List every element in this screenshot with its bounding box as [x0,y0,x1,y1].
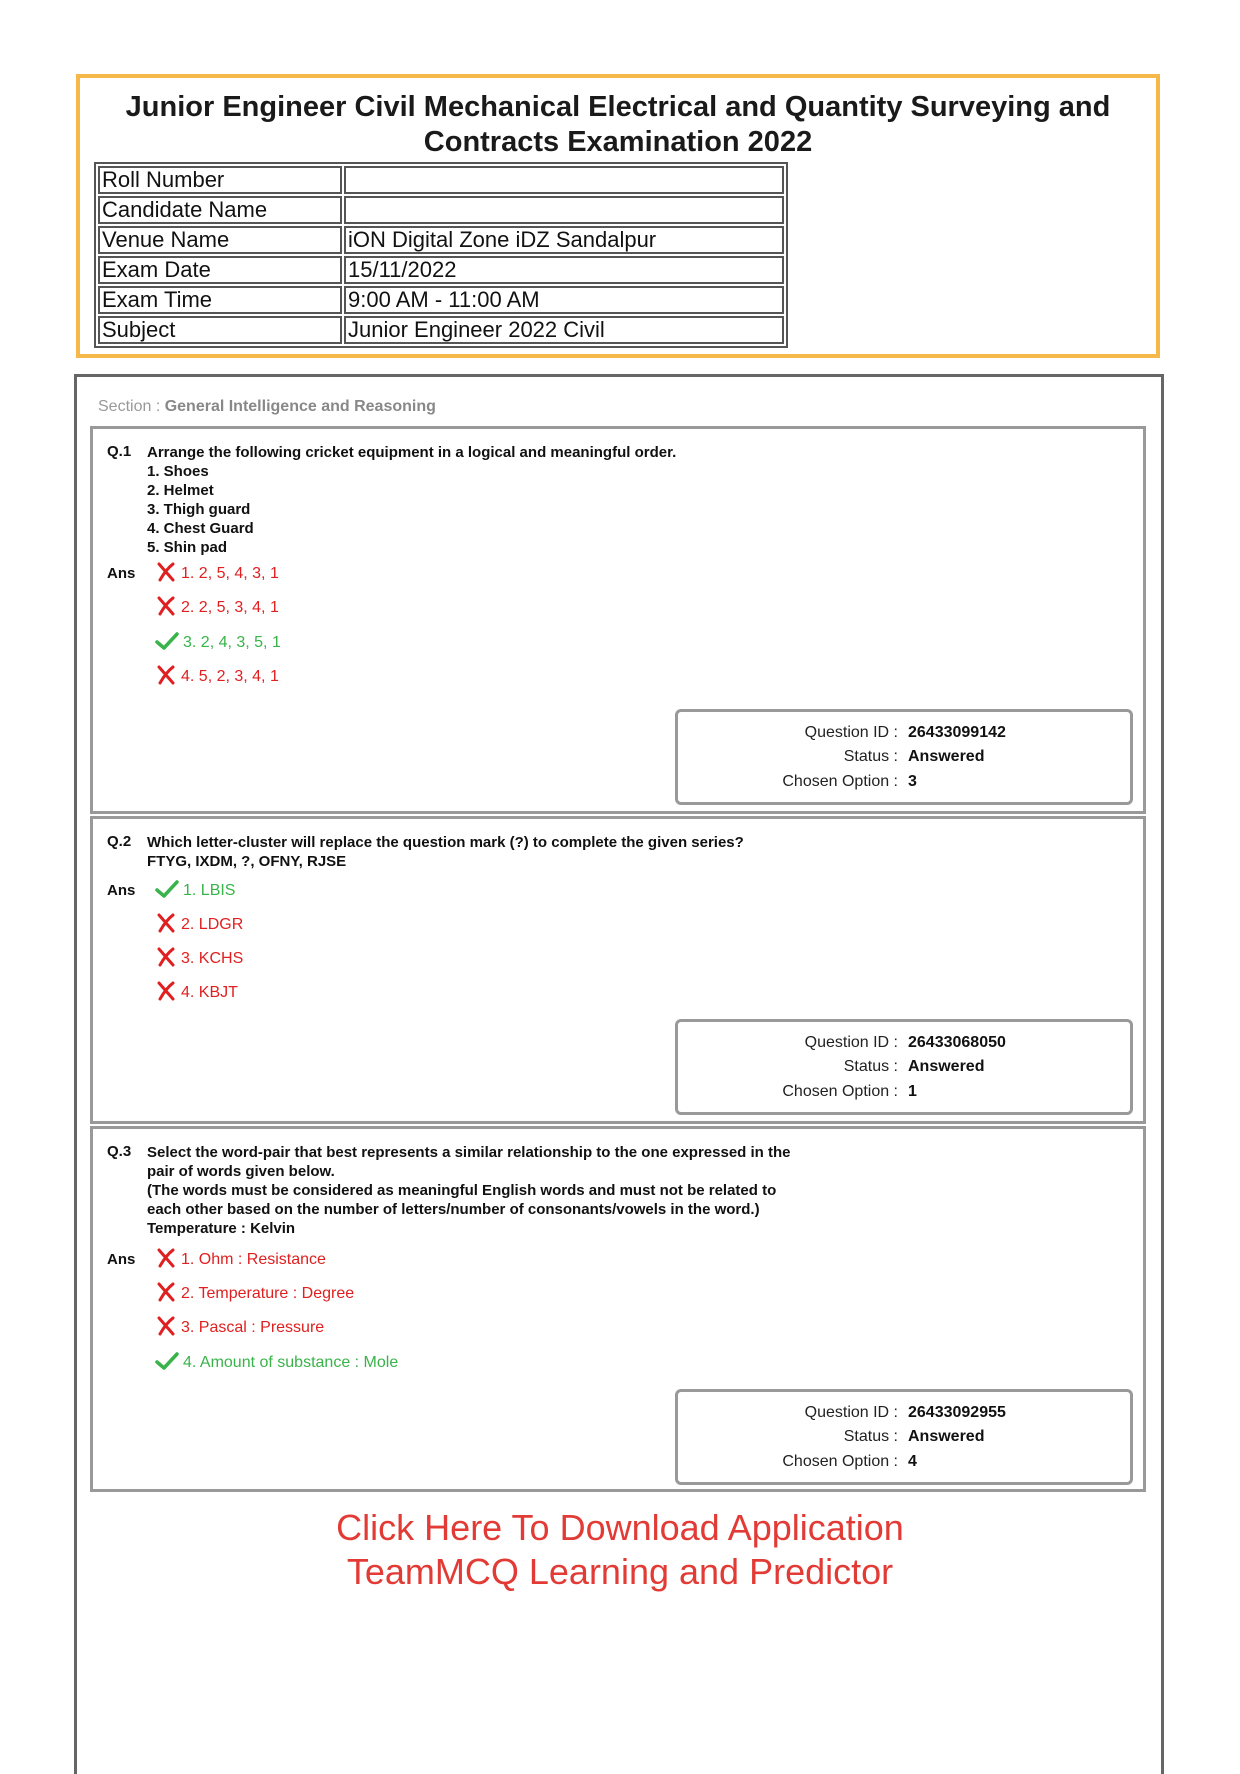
cross-icon [155,946,177,968]
option-text: 1. 2, 5, 4, 3, 1 [181,565,279,582]
info-row [98,256,784,284]
status-label: Status : [843,1428,898,1445]
predictor-link[interactable]: TeamMCQ Learning and Predictor [346,1551,894,1592]
question-text [147,1143,867,1238]
cross-icon [155,912,177,934]
check-icon [155,630,179,652]
question-id-value: 26433092955 [908,1404,1006,1421]
chosen-option-label: Chosen Option : [782,1083,898,1100]
question-line: Select the word-pair that best represents a similar relationship to the one expressed in the [147,1144,791,1161]
option-item [155,1281,354,1305]
cross-icon [155,1315,177,1337]
question-id-label: Question ID : [804,724,898,741]
section-heading [98,398,436,416]
question-id-value: 26433068050 [908,1034,1006,1051]
option-item [155,912,243,936]
download-app-link[interactable]: Click Here To Download Application [336,1507,904,1548]
question-card [90,816,1146,1124]
option-text: 2. 2, 5, 3, 4, 1 [181,599,279,616]
check-icon [155,878,179,900]
option-item [155,1315,324,1339]
question-line: pair of words given below. [147,1163,335,1180]
cross-icon [155,561,177,583]
info-value [344,166,784,194]
status-value: Answered [908,1058,985,1075]
chosen-option-value: 4 [908,1453,917,1470]
question-line: Temperature : Kelvin [147,1220,296,1237]
exam-header [76,74,1160,358]
option-item [155,946,243,970]
option-item [155,1247,326,1271]
question-meta-box [675,1019,1133,1115]
chosen-option-value: 1 [908,1083,917,1100]
info-row [98,226,784,254]
question-meta-box [675,709,1133,805]
question-line: 3. Thigh guard [147,501,251,518]
status-label: Status : [843,1058,898,1075]
info-row [98,196,784,224]
question-id-label: Question ID : [804,1034,898,1051]
cross-icon [155,1281,177,1303]
status-value: Answered [908,1428,985,1445]
cross-icon [155,980,177,1002]
status-label: Status : [843,748,898,765]
question-card [90,426,1146,814]
question-line: 5. Shin pad [147,539,228,556]
info-label: Venue Name [98,226,342,254]
option-text: 4. KBJT [181,984,238,1001]
chosen-option-label: Chosen Option : [782,1453,898,1470]
option-text: 1. Ohm : Resistance [181,1251,326,1268]
option-item [155,595,279,619]
question-card [90,1126,1146,1492]
info-value: iON Digital Zone iDZ Sandalpur [344,226,784,254]
status-value: Answered [908,748,985,765]
info-label: Subject [98,316,342,344]
info-label: Exam Time [98,286,342,314]
check-icon [155,1350,179,1372]
question-text [147,443,867,557]
question-line: 2. Helmet [147,482,214,499]
info-label: Roll Number [98,166,342,194]
option-text: 2. LDGR [181,916,244,933]
option-text: 2. Temperature : Degree [181,1285,355,1302]
option-item [155,630,281,654]
option-text: 4. 5, 2, 3, 4, 1 [181,668,279,685]
question-line: 4. Chest Guard [147,520,254,537]
option-text: 3. Pascal : Pressure [181,1319,325,1336]
section-prefix: Section : [98,398,165,415]
info-value [344,196,784,224]
option-item [155,561,279,585]
section-name: General Intelligence and Reasoning [164,398,436,415]
question-line: FTYG, IXDM, ?, OFNY, RJSE [147,853,347,870]
answer-label: Ans [107,565,136,582]
option-item [155,980,238,1004]
option-item [155,878,235,902]
question-line: each other based on the number of letters/number of consonants/vowels in the word.) [147,1201,760,1218]
option-text: 4. Amount of substance : Mole [183,1354,399,1371]
question-number: Q.3 [107,1143,132,1160]
info-value: Junior Engineer 2022 Civil [344,316,784,344]
option-text: 3. 2, 4, 3, 5, 1 [183,634,281,651]
question-number: Q.2 [107,833,132,850]
cross-icon [155,595,177,617]
question-id-value: 26433099142 [908,724,1006,741]
info-label: Exam Date [98,256,342,284]
option-item [155,1350,398,1374]
question-meta-box [675,1389,1133,1485]
question-line: Which letter-cluster will replace the question mark (?) to complete the given series? [147,834,744,851]
question-line: (The words must be considered as meaningful English words and must not be related to [147,1182,777,1199]
question-line: 1. Shoes [147,463,209,480]
option-text: 3. KCHS [181,950,244,967]
cross-icon [155,664,177,686]
option-text: 1. LBIS [183,882,236,899]
info-row [98,166,784,194]
exam-title: Junior Engineer Civil Mechanical Electrical and Quantity Surveying and Contracts Examination 2022 [125,91,1111,158]
answer-label: Ans [107,1251,136,1268]
info-value: 15/11/2022 [344,256,784,284]
question-id-label: Question ID : [804,1404,898,1421]
question-text [147,833,867,871]
option-item [155,664,279,688]
info-value: 9:00 AM - 11:00 AM [344,286,784,314]
question-line: Arrange the following cricket equipment in a logical and meaningful order. [147,444,677,461]
chosen-option-label: Chosen Option : [782,773,898,790]
chosen-option-value: 3 [908,773,917,790]
answer-label: Ans [107,882,136,899]
info-row [98,316,784,344]
info-row [98,286,784,314]
info-label: Candidate Name [98,196,342,224]
candidate-info-table [94,162,788,348]
question-number: Q.1 [107,443,132,460]
cross-icon [155,1247,177,1269]
